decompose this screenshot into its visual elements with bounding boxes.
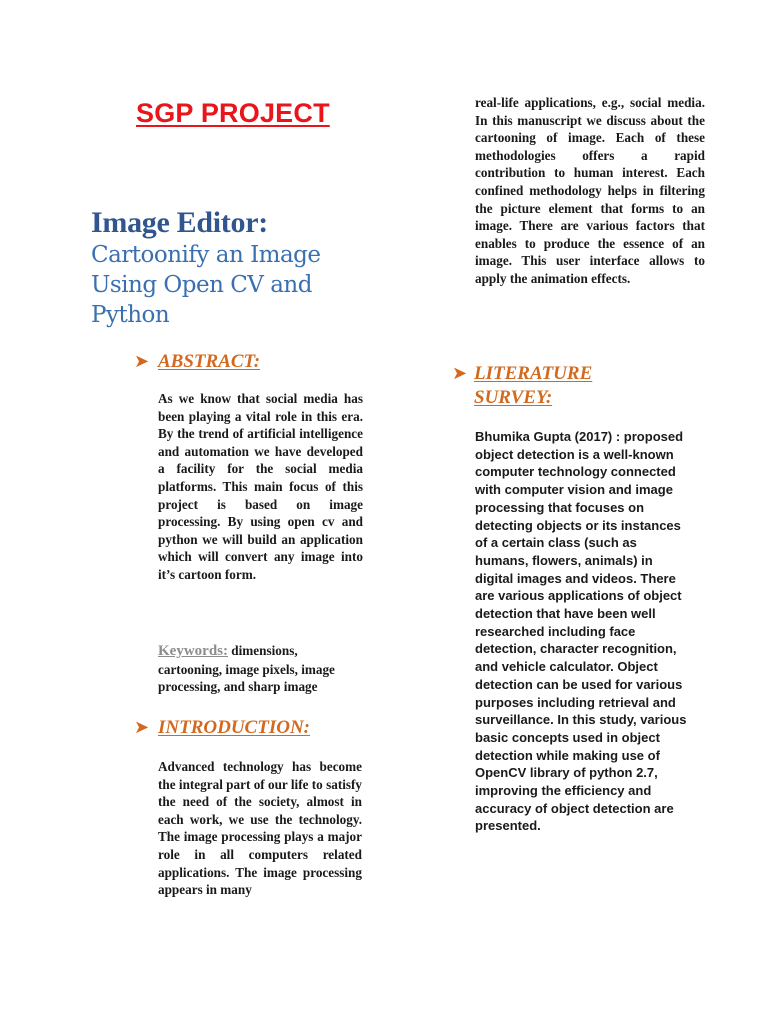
arrowhead-bullet-icon: ➤ <box>452 363 468 384</box>
keywords-text: dimensions, cartooning, image pixels, image processing, and sharp image <box>158 643 335 695</box>
arrowhead-bullet-icon: ➤ <box>134 351 150 372</box>
abstract-body: As we know that social media has been playing a vital role in this era. By the trend of artificial intelligence and automation we have developed a facility for the social media platforms. This main focus of this project is based on image processing. By using open cv and python we will build an application which will convert any image into it’s cartoon form. <box>158 391 363 582</box>
literature-survey-heading-line2: SURVEY: <box>474 387 553 408</box>
keywords-label: Keywords: <box>158 643 228 659</box>
subtitle: Cartoonify an Image Using Open CV and Python <box>91 242 321 328</box>
project-title: SGP PROJECT <box>136 98 330 128</box>
introduction-heading: INTRODUCTION: <box>158 717 310 738</box>
introduction-continued-body: real-life applications, e.g., social media. In this manuscript we discuss about the cartooning of image. Each of these methodologies offers a rapid contribution to human interest. Each confined methodology helps in filtering the picture element that forms to an image. There are various factors that enables to produce the essence of an image. This user interface allows to apply the animation effects. <box>475 95 705 286</box>
main-title: Image Editor: <box>91 206 268 239</box>
literature-survey-heading-line1: LITERATURE <box>474 363 593 384</box>
introduction-body: Advanced technology has become the integral part of our life to satisfy the need of the society, almost in each work, we use the technology. The image processing plays a major role in all computers related applications. The image processing appears in many <box>158 759 362 898</box>
arrowhead-bullet-icon: ➤ <box>134 717 150 738</box>
keywords-block <box>158 642 363 696</box>
literature-survey-body: Bhumika Gupta (2017) : proposed object detection is a well-known computer technology connected with computer vision and image processing that focuses on detecting objects or its instances of a certain class (such as humans, flowers, animals) in digital images and videos. There are various applications of object detection that have been well researched including face detection, character recognition, and vehicle calculator. Object detection can be used for various purposes including retrieval and surveillance. In this study, various basic concepts used in object detection while making use of OpenCV library of python 2.7, improving the efficiency and accuracy of object detection are presented. <box>475 429 687 834</box>
abstract-heading: ABSTRACT: <box>158 351 261 372</box>
literature-survey-heading <box>474 362 592 410</box>
